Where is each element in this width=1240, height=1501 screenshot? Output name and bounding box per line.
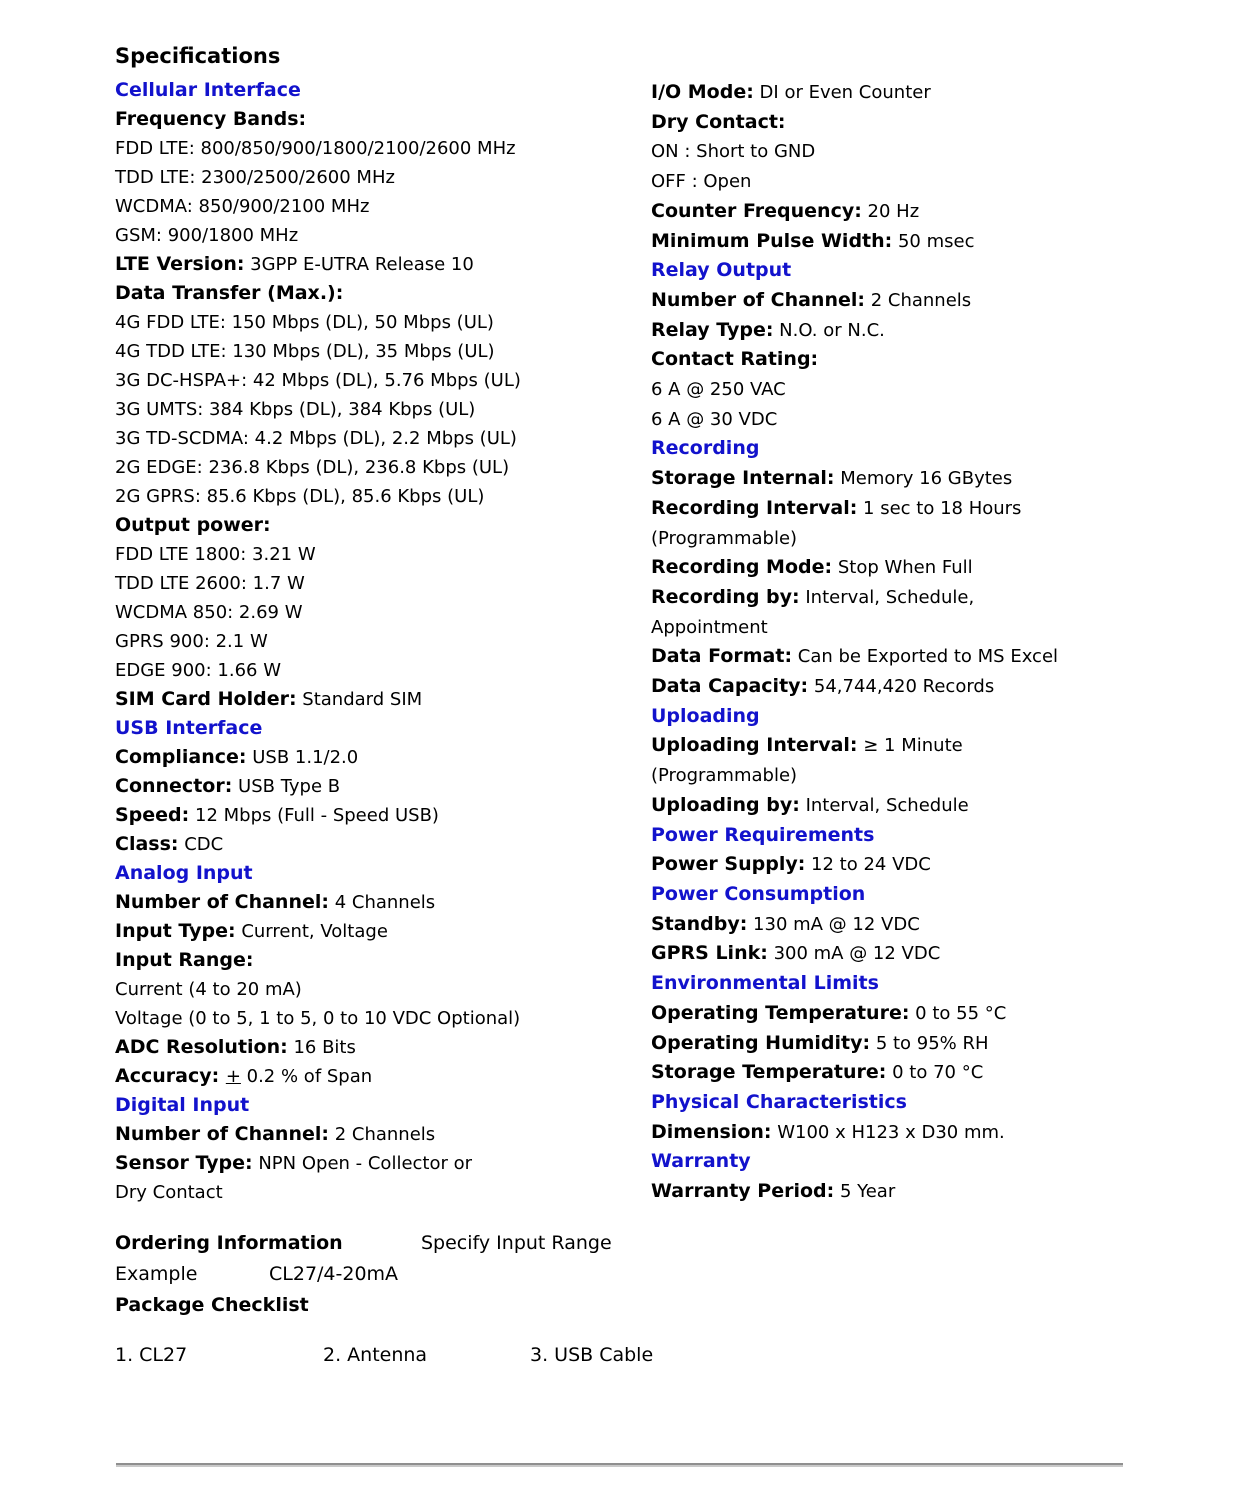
- spec-line: [115, 1033, 655, 1062]
- ordering-section: [115, 1228, 653, 1371]
- spec-value: 4 Channels: [328, 892, 436, 913]
- spec-label: Minimum Pulse Width:: [651, 229, 893, 252]
- spec-value: 2 Channels: [328, 1124, 436, 1145]
- spec-value: Dry Contact: [115, 1182, 223, 1203]
- section-header: [651, 1147, 1221, 1177]
- spec-line: [115, 134, 655, 163]
- spec-label: Dry Contact:: [651, 110, 786, 133]
- spec-label: Accuracy:: [115, 1065, 226, 1087]
- spec-label: Frequency Bands:: [115, 108, 307, 130]
- spec-line: [651, 910, 1221, 940]
- ordering-example-label: Example: [115, 1263, 198, 1285]
- spec-line: [115, 1178, 655, 1207]
- spec-line: [115, 163, 655, 192]
- spec-line: [651, 494, 1221, 524]
- spec-line: [651, 227, 1221, 257]
- spec-value: TDD LTE: 2300/2500/2600 MHz: [115, 167, 395, 188]
- spec-label: Number of Channel:: [115, 891, 329, 913]
- section-header: [651, 256, 1221, 286]
- package-checklist-items: [115, 1340, 653, 1371]
- spec-label: LTE Version:: [115, 253, 245, 275]
- spec-value: 130 mA @ 12 VDC: [747, 913, 920, 935]
- spec-value: WCDMA: 850/900/2100 MHz: [115, 196, 370, 217]
- spec-line: [115, 772, 655, 801]
- spec-value: W100 x H123 x D30 mm.: [771, 1121, 1005, 1143]
- spec-value: CDC: [178, 834, 224, 855]
- spec-value: FDD LTE: 800/850/900/1800/2100/2600 MHz: [115, 138, 516, 159]
- package-item: 1. CL27: [115, 1344, 188, 1366]
- spec-value: USB Type B: [232, 776, 341, 797]
- spec-line: [115, 569, 655, 598]
- spec-line: [115, 540, 655, 569]
- spec-value: 2G GPRS: 85.6 Kbps (DL), 85.6 Kbps (UL): [115, 486, 485, 507]
- spec-value: 0 to 70 °C: [886, 1062, 984, 1084]
- spec-label: SIM Card Holder:: [115, 688, 297, 710]
- spec-value: TDD LTE 2600: 1.7 W: [115, 573, 305, 594]
- spec-value: 3GPP E-UTRA Release 10: [244, 254, 474, 275]
- spec-line: [651, 405, 1221, 435]
- section-header-text: Power Consumption: [651, 882, 866, 905]
- spec-value: 4G TDD LTE: 130 Mbps (DL), 35 Mbps (UL): [115, 341, 495, 362]
- spec-label: Storage Temperature:: [651, 1061, 887, 1084]
- spec-line: [651, 108, 1221, 138]
- section-header-text: USB Interface: [115, 717, 263, 739]
- spec-value: Interval, Schedule: [799, 794, 969, 816]
- ordering-note: Specify Input Range: [421, 1232, 612, 1254]
- spec-line: [115, 192, 655, 221]
- spec-label: Standby:: [651, 912, 748, 935]
- spec-value-underlined: +: [225, 1066, 241, 1087]
- spec-line: [651, 464, 1221, 494]
- spec-line: [115, 656, 655, 685]
- spec-label: Storage Internal:: [651, 467, 835, 490]
- spec-value: (Programmable): [651, 765, 798, 787]
- spec-label: Data Capacity:: [651, 675, 809, 698]
- spec-value: 4G FDD LTE: 150 Mbps (DL), 50 Mbps (UL): [115, 312, 494, 333]
- section-header-text: Warranty: [651, 1150, 751, 1173]
- spec-line: [115, 598, 655, 627]
- spec-line: [115, 424, 655, 453]
- ordering-heading-line: [115, 1228, 653, 1259]
- spec-line: [651, 524, 1221, 554]
- section-header: [115, 76, 655, 105]
- spec-value: Current, Voltage: [235, 921, 388, 942]
- spec-line: [651, 1177, 1221, 1207]
- spec-label: Recording Mode:: [651, 556, 833, 579]
- ordering-example-line: [115, 1259, 653, 1290]
- spec-value: DI or Even Counter: [753, 82, 931, 103]
- spec-line: [651, 999, 1221, 1029]
- spec-label: Uploading by:: [651, 793, 800, 816]
- section-header: [651, 880, 1221, 910]
- spec-line: [651, 316, 1221, 346]
- spec-value: (Programmable): [651, 527, 798, 549]
- spec-value: 3G TD-SCDMA: 4.2 Mbps (DL), 2.2 Mbps (UL): [115, 428, 517, 449]
- spec-line: [115, 1062, 655, 1091]
- spec-label: Connector:: [115, 775, 233, 797]
- section-header: [651, 821, 1221, 851]
- section-header-text: Physical Characteristics: [651, 1090, 907, 1113]
- spec-value: GSM: 900/1800 MHz: [115, 225, 299, 246]
- spec-line: [651, 642, 1221, 672]
- spec-label: Output power:: [115, 514, 271, 536]
- spec-value: 0.2 % of Span: [240, 1066, 373, 1087]
- spec-label: Operating Temperature:: [651, 1001, 910, 1024]
- spec-label: GPRS Link:: [651, 942, 768, 965]
- spec-line: [651, 345, 1221, 375]
- spec-line: [651, 78, 1221, 108]
- spec-label: Number of Channel:: [115, 1123, 329, 1145]
- spec-value: 300 mA @ 12 VDC: [767, 943, 941, 965]
- spec-line: [651, 791, 1221, 821]
- spec-line: [651, 672, 1221, 702]
- spec-value: Voltage (0 to 5, 1 to 5, 0 to 10 VDC Optional): [115, 1008, 521, 1029]
- spec-value: 16 Bits: [287, 1037, 356, 1058]
- package-item: 2. Antenna: [323, 1344, 428, 1366]
- spec-line: [115, 1120, 655, 1149]
- spec-line: [115, 1149, 655, 1178]
- spec-value: 12 Mbps (Full - Speed USB): [189, 805, 439, 826]
- spec-value: 12 to 24 VDC: [805, 854, 931, 876]
- spec-line: [651, 731, 1221, 761]
- page-title: Specifications: [115, 44, 281, 68]
- spec-line: [651, 137, 1221, 167]
- spec-label: I/O Mode:: [651, 81, 754, 103]
- section-header-text: Recording: [651, 437, 760, 460]
- section-header: [115, 859, 655, 888]
- spec-value: N.O. or N.C.: [773, 319, 885, 341]
- spec-line: [115, 1004, 655, 1033]
- spec-value: 54,744,420 Records: [808, 676, 995, 698]
- spec-value: 50 msec: [892, 230, 975, 252]
- spec-label: Data Transfer (Max.):: [115, 282, 344, 304]
- spec-line: [115, 975, 655, 1004]
- spec-line: [651, 761, 1221, 791]
- spec-line: [115, 308, 655, 337]
- spec-value: 3G UMTS: 384 Kbps (DL), 384 Kbps (UL): [115, 399, 476, 420]
- spec-label: Uploading Interval:: [651, 734, 858, 757]
- section-header: [115, 714, 655, 743]
- spec-value: NPN Open - Collector or: [252, 1153, 473, 1174]
- spec-line: [651, 553, 1221, 583]
- spec-line: [651, 375, 1221, 405]
- spec-value: 6 A @ 30 VDC: [651, 408, 778, 430]
- section-header-text: Relay Output: [651, 259, 792, 282]
- spec-value: ≥ 1 Minute: [857, 735, 963, 757]
- spec-label: Relay Type:: [651, 318, 774, 341]
- spec-value: GPRS 900: 2.1 W: [115, 631, 268, 652]
- spec-line: [115, 337, 655, 366]
- spec-value: Can be Exported to MS Excel: [792, 646, 1059, 668]
- spec-value: 3G DC-HSPA+: 42 Mbps (DL), 5.76 Mbps (UL): [115, 370, 521, 391]
- spec-label: Sensor Type:: [115, 1152, 253, 1174]
- ordering-example-value: CL27/4-20mA: [269, 1263, 399, 1285]
- spec-value: Interval, Schedule,: [799, 586, 975, 608]
- spec-label: Power Supply:: [651, 853, 806, 876]
- spec-line: [115, 627, 655, 656]
- spec-line: [115, 888, 655, 917]
- ordering-heading: Ordering Information: [115, 1232, 343, 1254]
- spec-value: 2G EDGE: 236.8 Kbps (DL), 236.8 Kbps (UL): [115, 457, 510, 478]
- section-header: [651, 1088, 1221, 1118]
- spec-line: [115, 453, 655, 482]
- section-header: [651, 702, 1221, 732]
- spec-value: EDGE 900: 1.66 W: [115, 660, 282, 681]
- spec-value: 6 A @ 250 VAC: [651, 379, 786, 401]
- spec-line: [115, 279, 655, 308]
- spec-label: Dimension:: [651, 1120, 772, 1143]
- spec-line: [115, 482, 655, 511]
- spec-value: WCDMA 850: 2.69 W: [115, 602, 303, 623]
- divider-rule: [116, 1463, 1123, 1467]
- spec-value: 2 Channels: [864, 289, 972, 311]
- spec-line: [651, 167, 1221, 197]
- spec-line: [115, 250, 655, 279]
- spec-column-left: [115, 76, 655, 1207]
- spec-value: Memory 16 GBytes: [834, 468, 1013, 490]
- spec-line: [651, 286, 1221, 316]
- spec-line: [651, 613, 1221, 643]
- section-header-text: Uploading: [651, 704, 760, 727]
- spec-label: Contact Rating:: [651, 348, 819, 371]
- spec-value: OFF : Open: [651, 171, 752, 193]
- spec-label: ADC Resolution:: [115, 1036, 288, 1058]
- spec-label: Input Type:: [115, 920, 236, 942]
- spec-value: Stop When Full: [832, 557, 973, 579]
- spec-line: [115, 511, 655, 540]
- spec-line: [115, 366, 655, 395]
- spec-value: 20 Hz: [861, 200, 920, 222]
- section-header-text: Environmental Limits: [651, 972, 879, 995]
- spec-line: [651, 939, 1221, 969]
- spec-value: Current (4 to 20 mA): [115, 979, 302, 1000]
- spec-label: Class:: [115, 833, 179, 855]
- spec-line: [651, 197, 1221, 227]
- section-header: [115, 1091, 655, 1120]
- spec-label: Input Range:: [115, 949, 254, 971]
- spec-line: [651, 1118, 1221, 1148]
- package-checklist-heading: Package Checklist: [115, 1294, 309, 1316]
- spec-label: Compliance:: [115, 746, 247, 768]
- section-header-text: Analog Input: [115, 862, 253, 884]
- section-header: [651, 434, 1221, 464]
- spec-line: [115, 946, 655, 975]
- spec-value: 5 Year: [834, 1181, 896, 1203]
- spec-value: Appointment: [651, 616, 768, 638]
- spec-label: Recording by:: [651, 585, 800, 608]
- section-header-text: Power Requirements: [651, 823, 875, 846]
- spec-line: [651, 1029, 1221, 1059]
- spec-line: [115, 395, 655, 424]
- spec-value: FDD LTE 1800: 3.21 W: [115, 544, 316, 565]
- spec-value: USB 1.1/2.0: [246, 747, 359, 768]
- package-item: 3. USB Cable: [530, 1344, 654, 1366]
- spec-line: [115, 917, 655, 946]
- spec-line: [115, 830, 655, 859]
- spec-line: [651, 583, 1221, 613]
- spec-line: [115, 743, 655, 772]
- spec-label: Number of Channel:: [651, 288, 865, 311]
- spec-label: Recording Interval:: [651, 496, 858, 519]
- spec-column-right: [651, 78, 1221, 1207]
- spec-value: 0 to 55 °C: [909, 1002, 1007, 1024]
- spec-line: [651, 1058, 1221, 1088]
- section-header-text: Cellular Interface: [115, 79, 301, 101]
- section-header: [651, 969, 1221, 999]
- spec-label: Counter Frequency:: [651, 199, 862, 222]
- spec-label: Warranty Period:: [651, 1180, 835, 1203]
- spec-label: Speed:: [115, 804, 190, 826]
- spec-line: [115, 685, 655, 714]
- spec-label: Operating Humidity:: [651, 1031, 871, 1054]
- package-heading-line: [115, 1290, 653, 1321]
- spec-value: ON : Short to GND: [651, 141, 816, 163]
- spec-line: [115, 105, 655, 134]
- spec-label: Data Format:: [651, 645, 793, 668]
- spec-value: 5 to 95% RH: [870, 1032, 989, 1054]
- spec-value: Standard SIM: [296, 689, 423, 710]
- spec-line: [651, 850, 1221, 880]
- spec-line: [115, 801, 655, 830]
- spec-line: [115, 221, 655, 250]
- section-header-text: Digital Input: [115, 1094, 250, 1116]
- spec-value: 1 sec to 18 Hours: [857, 497, 1022, 519]
